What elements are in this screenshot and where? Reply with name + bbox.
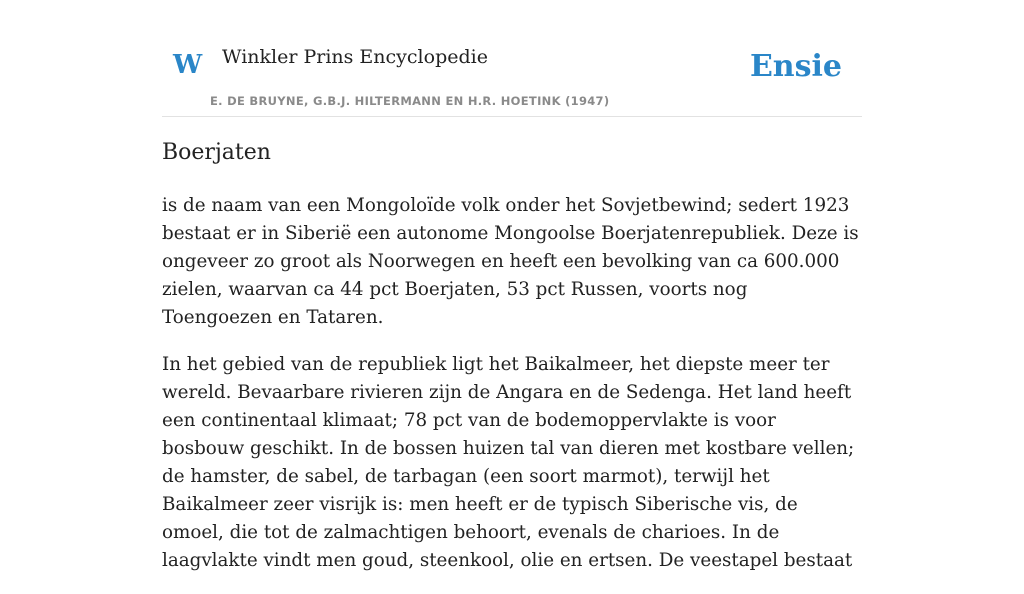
source-authors: E. DE BRUYNE, G.B.J. HILTERMANN EN H.R. HOETINK (1947) — [210, 94, 610, 108]
article-paragraph: is de naam van een Mongoloïde volk onder het Sovjetbewind; sedert 1923 bestaat er in Siberië een autonome Mongoolse Boerjatenrepubliek. Deze is ongeveer zo groot als Noorwegen en heeft een bevolking van ca 600.000 zielen, waarvan ca 44 pct Boerjaten, 53 pct Russen, voorts nog Toengoezen en Tataren. — [162, 195, 859, 328]
article-title: Boerjaten — [162, 140, 271, 165]
source-header — [162, 0, 862, 117]
source-title[interactable]: Winkler Prins Encyclopedie — [222, 46, 488, 68]
article-paragraph: In het gebied van de republiek ligt het Baikalmeer, het diepste meer ter wereld. Bevaarbare rivieren zijn de Angara en de Sedenga. Het land heeft een continentaal klimaat; 78 pct van de bodemoppervlakte is voor bosbouw geschikt. In de bossen huizen tal van dieren met kostbare vellen; de hamster, de sabel, de tarbagan (een soort marmot), terwijl het Baikalmeer zeer visrijk is: men heeft er de typisch Siberische vis, de omoel, die tot de zalmachtigen behoort, evenals de charioes. In de laagvlakte vindt men goud, steenkool, olie en ertsen. De veestapel bestaat — [162, 354, 855, 571]
ensie-logo[interactable]: Ensie — [749, 49, 842, 84]
winkler-prins-logo[interactable]: W — [173, 50, 203, 80]
article-body — [162, 192, 862, 594]
